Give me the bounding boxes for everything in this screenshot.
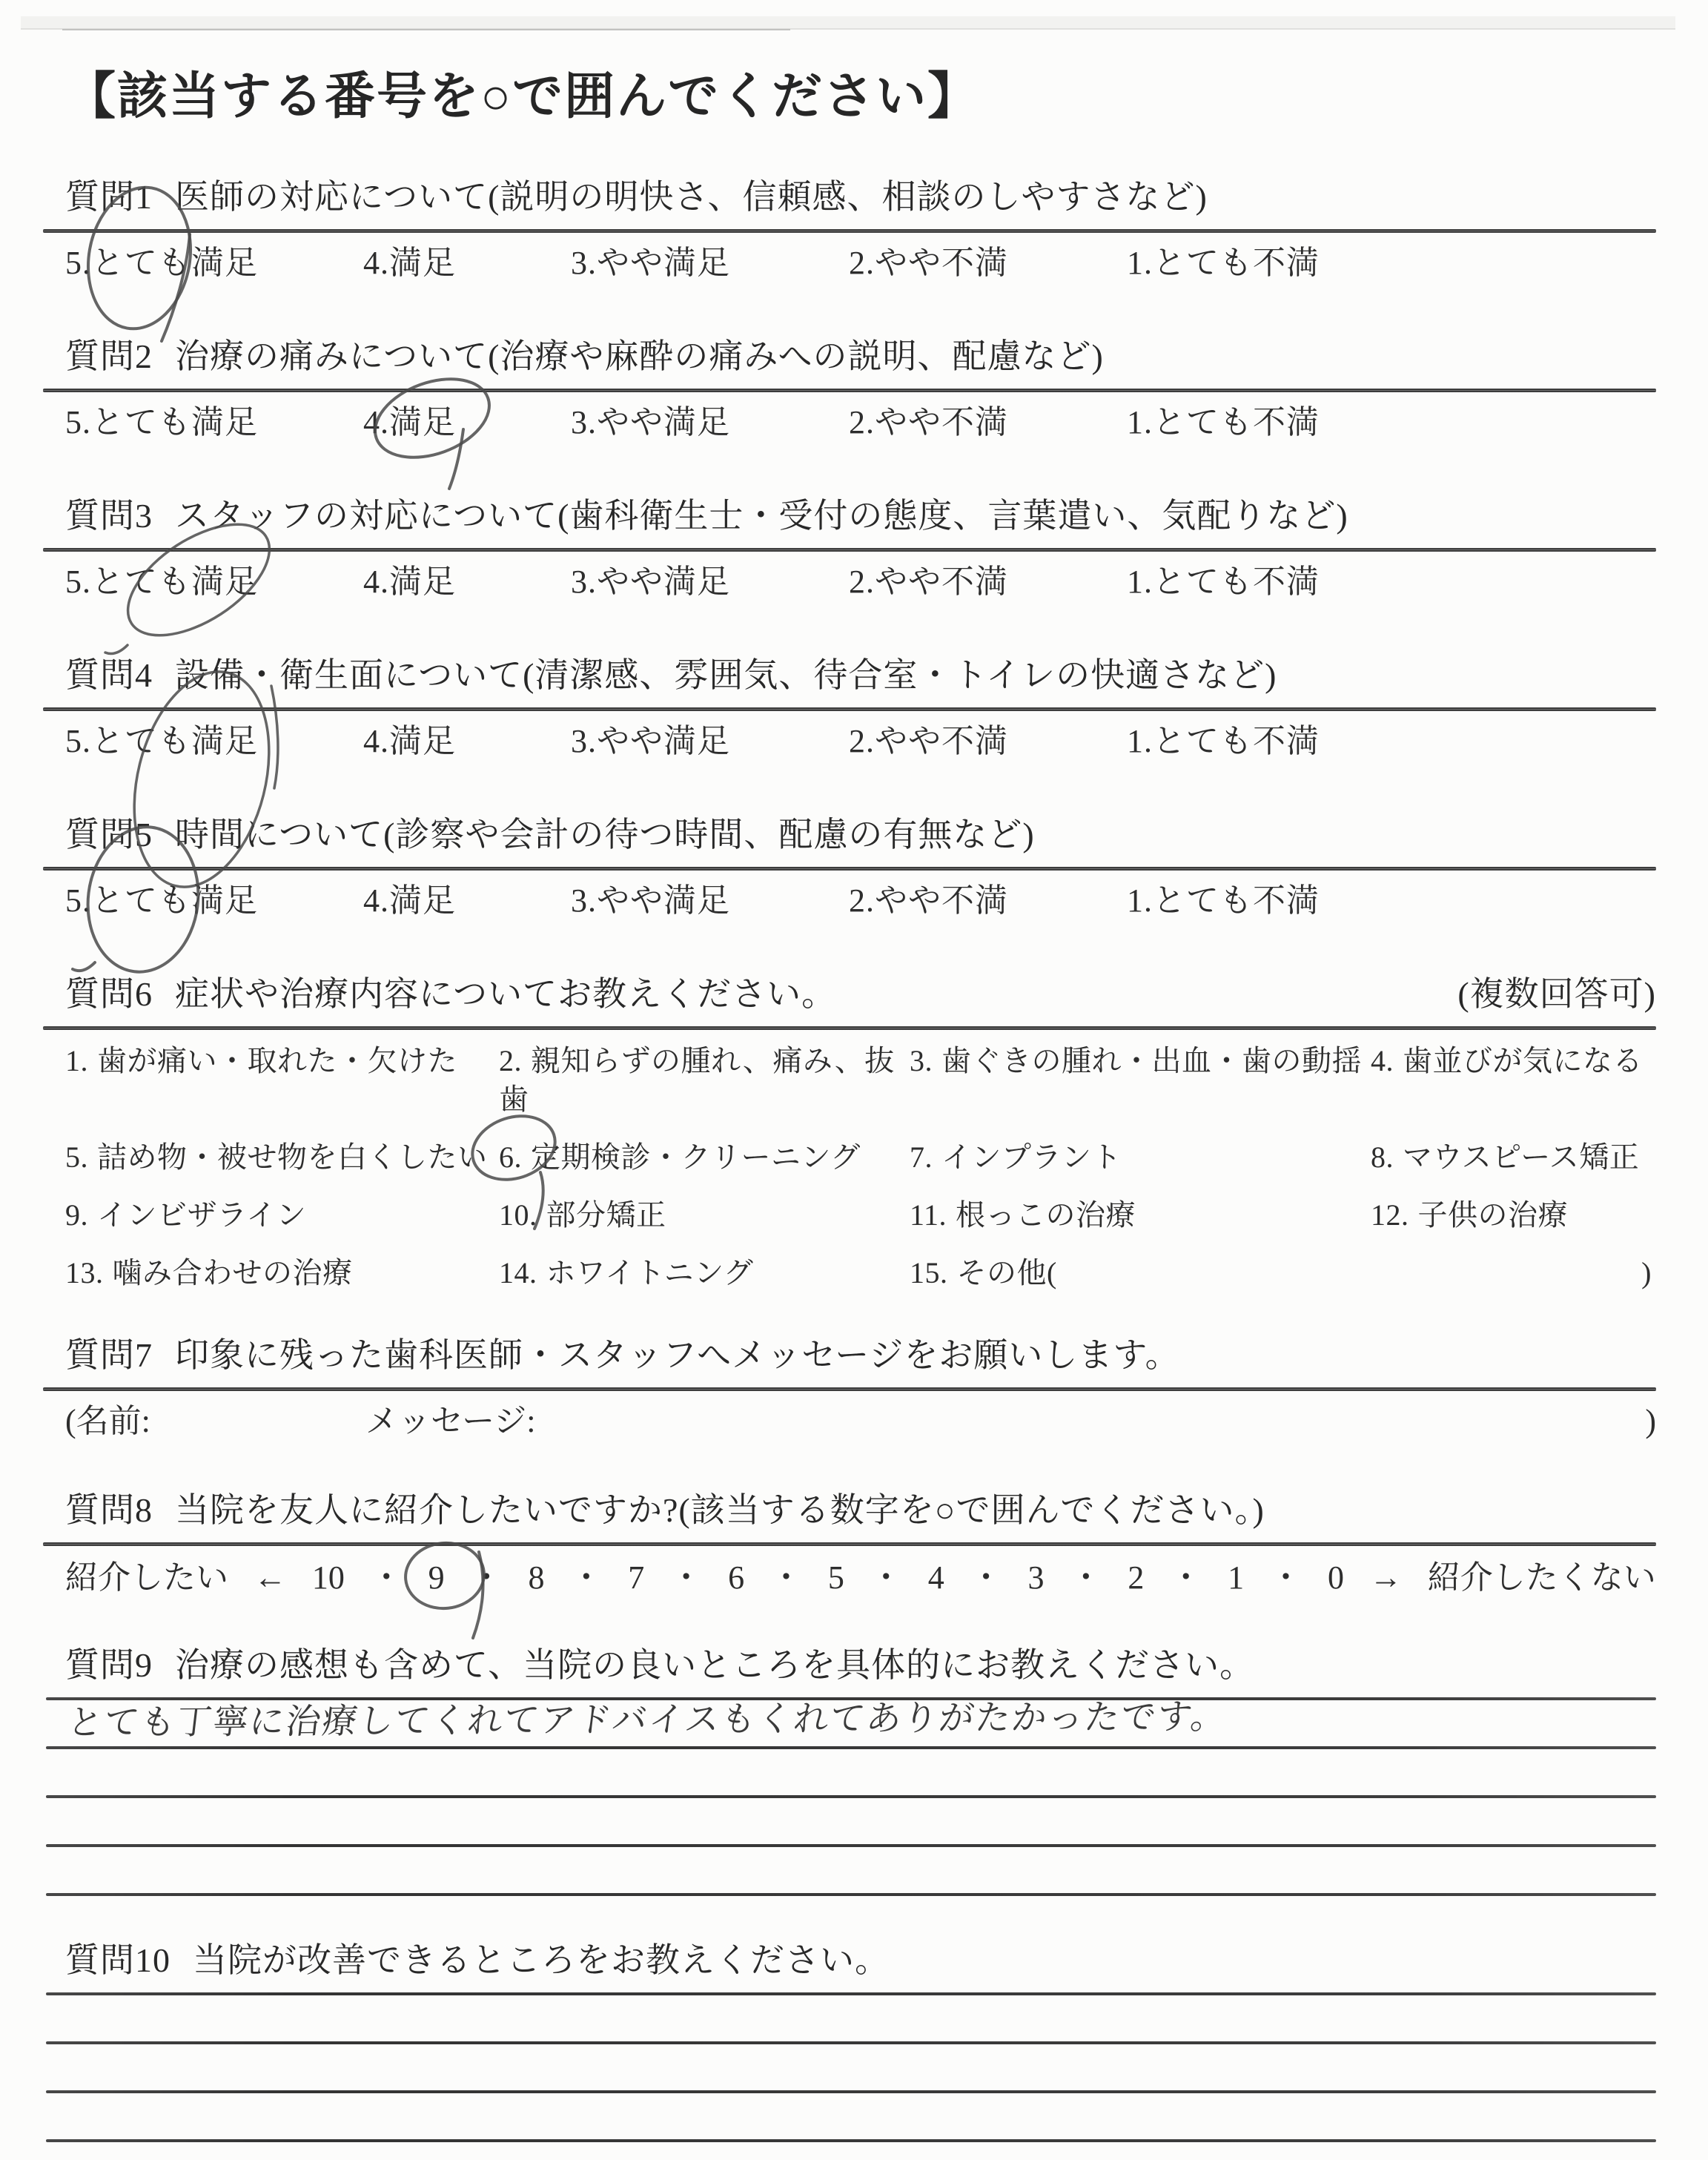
option-3: 3.やや満足 — [571, 404, 730, 440]
question-3-block — [65, 495, 1656, 602]
scale-number-2: 2 — [1128, 1559, 1145, 1596]
option-2: 2.やや不満 — [849, 882, 1008, 919]
q6-option-6: 6. 定期検診・クリーニング — [499, 1138, 910, 1177]
option-1: 1.とても不満 — [1127, 404, 1320, 440]
answer-line — [46, 2090, 1656, 2093]
option-3: 3.やや満足 — [571, 564, 730, 600]
question-1-text: 医師の対応について(説明の明快さ、信頼感、相談のしやすさなど) — [175, 178, 1208, 216]
message-field-label: メッセージ: — [365, 1403, 536, 1439]
question-1-options — [65, 243, 1656, 283]
option-4: 4.満足 — [363, 564, 456, 600]
option-1: 1.とても不満 — [1127, 564, 1320, 600]
question-5-heading — [65, 813, 1656, 856]
q6-option-13: 13. 噛み合わせの治療 — [65, 1256, 353, 1289]
option-4: 4.満足 — [363, 404, 456, 440]
dot-separator: ・ — [669, 1559, 703, 1596]
option-1: 1.とても不満 — [1127, 723, 1320, 759]
question-2-options — [65, 403, 1656, 443]
question-7-heading — [65, 1334, 1656, 1377]
question-2-heading — [65, 335, 1656, 378]
option-2: 2.やや不満 — [849, 404, 1008, 440]
scale-number-5: 5 — [827, 1559, 844, 1596]
answer-line — [46, 2041, 1656, 2044]
dot-separator: ・ — [970, 1559, 1003, 1596]
question-7-block — [65, 1334, 1656, 1441]
q6-option-12: 12. 子供の治療 — [1371, 1198, 1568, 1232]
option-1: 1.とても不満 — [1127, 245, 1320, 281]
q6-option-15-close-paren: ) — [1641, 1256, 1652, 1289]
question-1-label: 質問1 — [65, 178, 153, 216]
question-6-block — [65, 973, 1656, 1292]
question-10-text: 当院が改善できるところをお教えください。 — [193, 1941, 890, 1979]
answer-line — [46, 1844, 1656, 1847]
question-10-block — [65, 1939, 1656, 2160]
question-5-label: 質問5 — [65, 816, 153, 853]
answer-line — [46, 1795, 1656, 1798]
form-title: 【該当する番号を○で囲んでください】 — [65, 68, 980, 125]
option-1: 1.とても不満 — [1127, 882, 1320, 919]
question-3-options — [65, 562, 1656, 602]
question-6-text: 症状や治療内容についてお教えください。 — [175, 975, 837, 1013]
close-paren: ) — [1645, 1403, 1656, 1439]
q6-option-3: 3. 歯ぐきの腫れ・出血・歯の動揺 — [910, 1044, 1362, 1077]
question-10-label: 質問10 — [65, 1941, 171, 1979]
question-4-heading — [65, 654, 1656, 697]
q6-option-10: 10. 部分矯正 — [499, 1198, 666, 1232]
heading-rule — [43, 229, 1656, 233]
question-9-heading — [65, 1644, 1656, 1687]
question-8-label: 質問8 — [65, 1491, 153, 1529]
handwritten-answer: とても丁寧に治療してくれてアドバイスもくれてありがたかったです。 — [65, 1697, 1230, 1743]
question-4-options — [65, 721, 1656, 762]
question-4-text: 設備・衛生面について(清潔感、雰囲気、待合室・トイレの快適さなど) — [175, 656, 1277, 694]
dot-separator: ・ — [1169, 1559, 1202, 1596]
handwritten-circle-annotation-q8 — [396, 1536, 514, 1662]
dot-separator: ・ — [569, 1559, 603, 1596]
q6-option-9: 9. インビザライン — [65, 1198, 307, 1232]
q6-option-7: 7. インプラント — [910, 1140, 1122, 1174]
nps-scale-row — [65, 1558, 1656, 1598]
question-8-block — [65, 1489, 1656, 1598]
q6-option-8: 8. マウスピース矯正 — [1371, 1140, 1640, 1174]
scale-number-8: 8 — [528, 1559, 545, 1596]
option-4: 4.満足 — [363, 882, 456, 919]
question-8-text: 当院を友人に紹介したいですか?(該当する数字を○で囲んでください。) — [175, 1491, 1265, 1529]
option-2: 2.やや不満 — [849, 245, 1008, 281]
q6-option-15: 15. その他( — [910, 1256, 1057, 1289]
heading-rule — [43, 1387, 1656, 1391]
scale-number-3: 3 — [1027, 1559, 1045, 1596]
option-5: 5.とても満足 — [65, 723, 258, 759]
heading-rule — [43, 389, 1656, 392]
question-1-heading — [65, 176, 1656, 219]
question-5-text: 時間について(診察や会計の待つ時間、配慮の有無など) — [175, 816, 1035, 853]
answer-line — [46, 1746, 1656, 1749]
option-2: 2.やや不満 — [849, 564, 1008, 600]
scale-number-6: 6 — [728, 1559, 745, 1596]
question-5-options — [65, 881, 1656, 921]
name-field-label: (名前: — [65, 1403, 150, 1439]
q6-option-1: 1. 歯が痛い・取れた・欠けた — [65, 1044, 457, 1077]
dot-separator: ・ — [870, 1559, 903, 1596]
q6-option-4: 4. 歯並びが気になる — [1371, 1044, 1643, 1077]
option-3: 3.やや満足 — [571, 882, 730, 919]
question-2-label: 質問2 — [65, 337, 153, 375]
heading-rule — [43, 707, 1656, 711]
answer-line — [46, 1893, 1656, 1896]
heading-rule — [43, 867, 1656, 871]
dot-separator: ・ — [1069, 1559, 1102, 1596]
dot-separator: ・ — [370, 1559, 403, 1596]
question-7-text: 印象に残った歯科医師・スタッフへメッセージをお願いします。 — [175, 1336, 1180, 1374]
heading-rule — [43, 1026, 1656, 1030]
option-3: 3.やや満足 — [571, 245, 730, 281]
question-9-label: 質問9 — [65, 1646, 153, 1684]
question-6-options-grid — [65, 1042, 1656, 1292]
option-5: 5.とても満足 — [65, 882, 258, 919]
q6-option-2: 2. 親知らずの腫れ、痛み、抜歯 — [499, 1044, 895, 1116]
question-1-block — [65, 176, 1656, 283]
dot-separator: ・ — [769, 1559, 803, 1596]
scale-number-10: 10 — [311, 1559, 345, 1596]
question-9-text: 治療の感想も含めて、当院の良いところを具体的にお教えください。 — [175, 1646, 1255, 1684]
right-arrow-icon: → — [1369, 1559, 1403, 1596]
scale-number-9: 9 — [428, 1558, 445, 1598]
heading-rule — [43, 548, 1656, 552]
dot-separator: ・ — [1269, 1559, 1302, 1596]
question-8-heading — [65, 1489, 1656, 1532]
question-9-block — [65, 1644, 1656, 1896]
question-7-answer-row — [65, 1401, 1656, 1441]
scale-right-label: 紹介したくない — [1427, 1559, 1656, 1596]
scale-number-7: 7 — [628, 1559, 645, 1596]
question-10-heading — [65, 1939, 1656, 1982]
dot-separator: ・ — [470, 1559, 503, 1596]
q6-option-11: 11. 根っこの治療 — [910, 1198, 1136, 1232]
answer-line — [46, 2139, 1656, 2142]
option-5: 5.とても満足 — [65, 404, 258, 440]
option-4: 4.満足 — [363, 245, 456, 281]
scale-left-label: 紹介したい — [65, 1559, 228, 1596]
question-5-block — [65, 813, 1656, 921]
left-arrow-icon: ← — [254, 1559, 287, 1596]
scale-number-4: 4 — [927, 1559, 944, 1596]
question-3-label: 質問3 — [65, 497, 153, 535]
question-2-text: 治療の痛みについて(治療や麻酔の痛みへの説明、配慮など) — [175, 337, 1104, 375]
scan-edge-artifact — [21, 16, 1675, 30]
question-4-block — [65, 654, 1656, 762]
option-5: 5.とても満足 — [65, 245, 258, 281]
question-6-heading — [65, 973, 1656, 1016]
heading-rule — [43, 1542, 1656, 1546]
question-2-block — [65, 335, 1656, 443]
option-2: 2.やや不満 — [849, 723, 1008, 759]
question-3-text: スタッフの対応について(歯科衛生士・受付の態度、言葉遣い、気配りなど) — [175, 497, 1348, 535]
option-4: 4.満足 — [363, 723, 456, 759]
question-6-label: 質問6 — [65, 975, 153, 1013]
scale-number-0: 0 — [1327, 1559, 1344, 1596]
answer-line — [46, 1992, 1656, 1995]
question-3-heading — [65, 495, 1656, 538]
option-3: 3.やや満足 — [571, 723, 730, 759]
option-5: 5.とても満足 — [65, 564, 258, 600]
q6-option-5: 5. 詰め物・被せ物を白くしたい — [65, 1140, 488, 1174]
question-7-label: 質問7 — [65, 1336, 153, 1374]
multiple-answers-note: (複数回答可) — [1457, 975, 1656, 1013]
question-4-label: 質問4 — [65, 656, 153, 694]
q6-option-14: 14. ホワイトニング — [499, 1256, 754, 1289]
scale-number-1: 1 — [1228, 1559, 1245, 1596]
